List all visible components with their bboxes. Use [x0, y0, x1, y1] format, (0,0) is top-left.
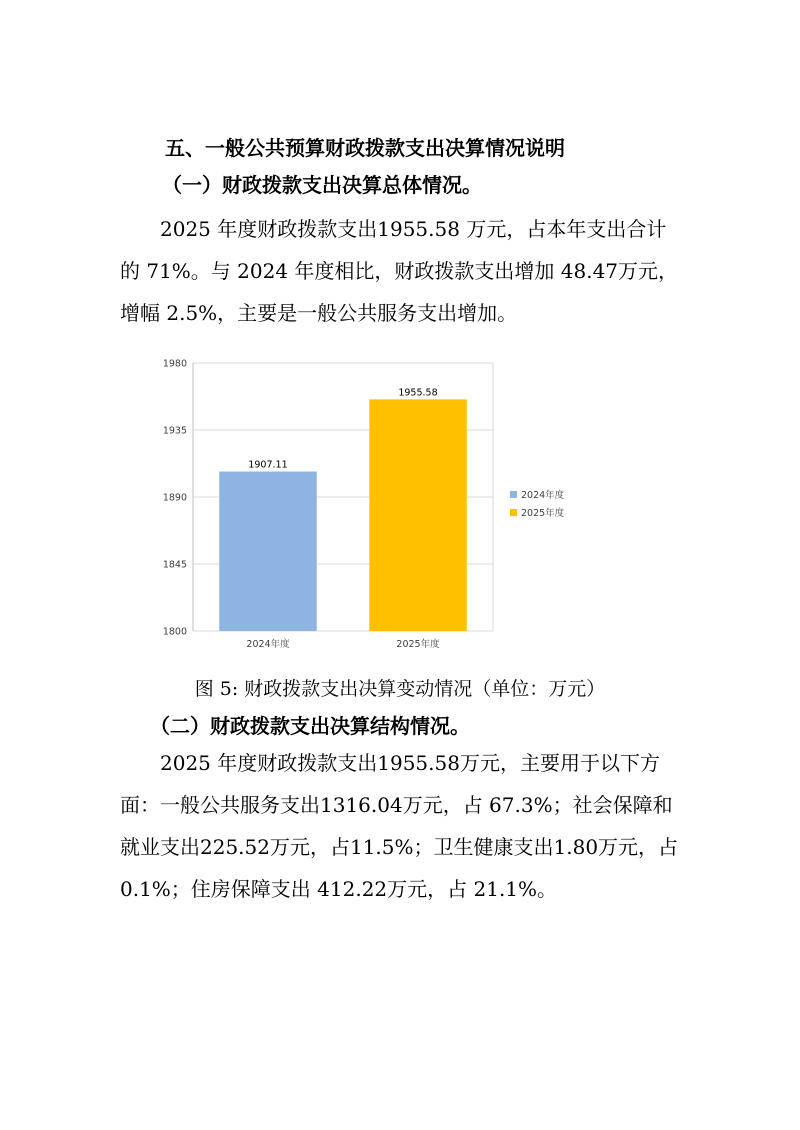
- paragraph-line: 增幅 2.5%，主要是一般公共服务支出增加。: [120, 301, 518, 325]
- paragraph-line: 的 71%。与 2024 年度相比，财政拨款支出增加 48.47万元，: [120, 259, 679, 283]
- x-axis-ticks: [246, 638, 440, 650]
- legend-swatch: [510, 509, 517, 516]
- paragraph-line: 2025 年度财政拨款支出1955.58万元，主要用于以下方: [160, 751, 660, 775]
- bar: [369, 399, 467, 631]
- legend-swatch: [510, 491, 517, 498]
- paragraph-line: 0.1%；住房保障支出 412.22万元，占 21.1%。: [120, 877, 558, 901]
- y-tick-label: 1890: [162, 492, 187, 504]
- chart-legend: [510, 489, 565, 519]
- y-tick-label: 1935: [162, 425, 187, 437]
- legend-label: 2025年度: [521, 508, 565, 519]
- paragraph-line: 就业支出225.52万元，占11.5%；卫生健康支出1.80万元，占: [120, 835, 679, 859]
- y-axis-ticks: [163, 359, 187, 638]
- subsection-1-heading: （一）财政拨款支出决算总体情况。: [162, 173, 482, 197]
- bar-data-label: 1907.11: [248, 459, 288, 471]
- expenditure-bar-chart: [148, 350, 598, 660]
- paragraph-line: 2025 年度财政拨款支出1955.58 万元，占本年支出合计: [160, 217, 667, 241]
- subsection-2-paragraph: [160, 742, 660, 784]
- bar-data-label: 1955.58: [398, 387, 438, 399]
- subsection-1-paragraph: [160, 208, 666, 250]
- chart-bars: [219, 387, 467, 631]
- y-tick-label: 1980: [162, 358, 187, 370]
- x-tick-label: 2025年度: [396, 639, 440, 650]
- legend-label: 2024年度: [521, 490, 565, 501]
- section-heading: 五、一般公共预算财政拨款支出决算情况说明: [165, 136, 565, 160]
- y-tick-label: 1845: [162, 559, 187, 571]
- subsection-2-heading: （二）财政拨款支出决算结构情况。: [150, 714, 470, 738]
- subsection-2-paragraph-cont: [120, 784, 678, 910]
- paragraph-line: 面：一般公共服务支出1316.04万元，占 67.3%；社会保障和: [120, 793, 673, 817]
- subsection-1-paragraph-cont: [120, 250, 678, 334]
- bar: [219, 472, 317, 631]
- x-tick-label: 2024年度: [246, 639, 290, 650]
- y-tick-label: 1800: [162, 626, 187, 638]
- chart-caption: 图 5: 财政拨款支出决算变动情况（单位：万元）: [194, 678, 606, 700]
